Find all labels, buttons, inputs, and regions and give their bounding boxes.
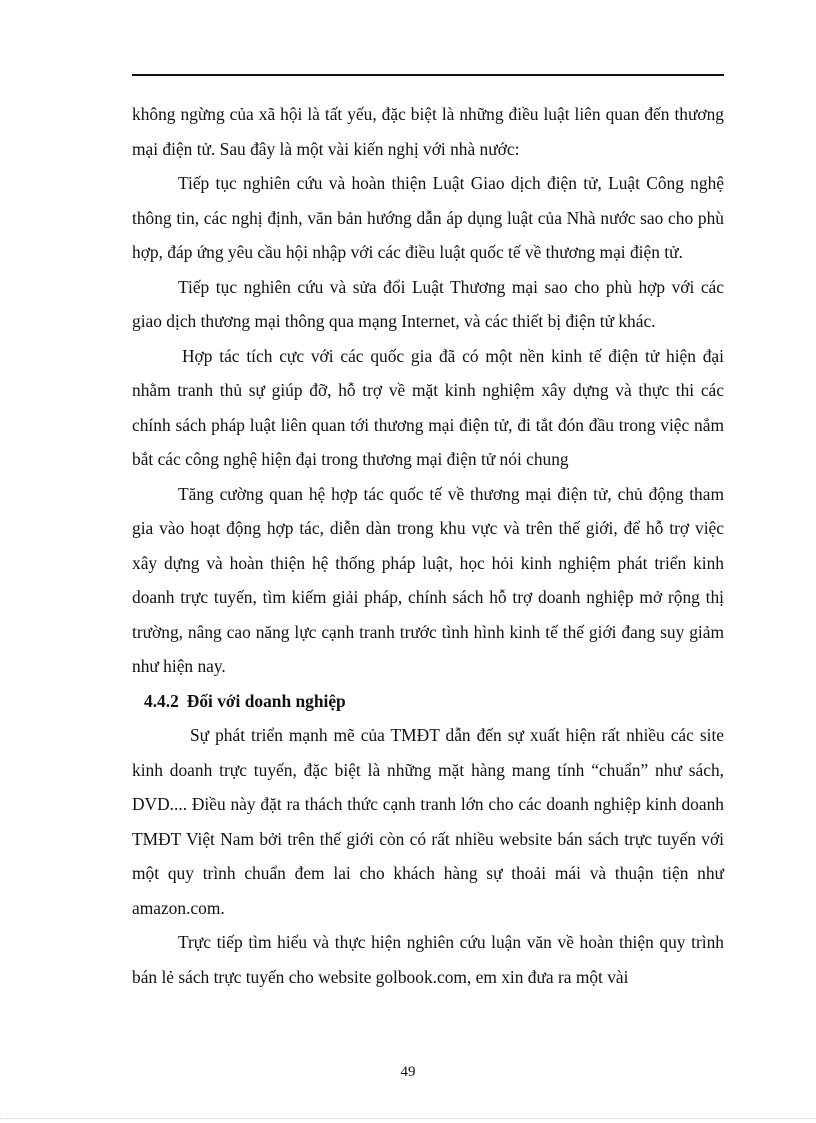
paragraph-legal-framework: Tiếp tục nghiên cứu và hoàn thiện Luật Giao dịch điện tử, Luật Công nghệ thông tin, các nghị định, văn bản hướng dẫn áp dụng luật của Nhà nước sao cho phù hợp, đáp ứng yêu cầu hội nhập với các điều luật quốc tế về thương mại điện tử. xyxy=(132,173,724,262)
page-bottom-border xyxy=(0,1118,816,1119)
paragraph-strengthen-relations: Tăng cường quan hệ hợp tác quốc tế về thương mại điện tử, chủ động tham gia vào hoạt động hợp tác, diễn dàn trong khu vực và trên thế giới, để hỗ trợ việc xây dựng và hoàn thiện hệ thống pháp luật, học hỏi kinh nghiệm phát triển kinh doanh trực tuyến, tìm kiếm giải pháp, chính sách hỗ trợ doanh nghiệp mở rộng thị trường, nâng cao năng lực cạnh tranh trước tình hình kinh tế thế giới đang suy giảm như hiện nay. xyxy=(132,483,724,676)
document-body xyxy=(132,97,724,994)
header-rule xyxy=(132,74,724,76)
section-title: Đối với doanh nghiệp xyxy=(186,690,346,711)
paragraph-commerce-law: Tiếp tục nghiên cứu và sửa đổi Luật Thương mại sao cho phù hợp với các giao dịch thương mại thông qua mạng Internet, và các thiết bị điện tử khác. xyxy=(132,276,724,331)
page-number: 49 xyxy=(400,1064,416,1080)
paragraph-research-intro: Trực tiếp tìm hiểu và thực hiện nghiên cứu luận văn về hoàn thiện quy trình bán lẻ sách trực tuyến cho website golbook.com, em xin đưa ra một vài xyxy=(132,932,724,987)
paragraph-international-cooperation: Hợp tác tích cực với các quốc gia đã có một nền kinh tế điện tử hiện đại nhằm tranh thủ sự giúp đỡ, hỗ trợ về mặt kinh nghiệm xây dựng và thực thi các chính sách pháp luật liên quan tới thương mại điện tử, đi tắt đón đầu trong việc nắm bắt các công nghệ hiện đại trong thương mại điện tử nói chung xyxy=(132,345,724,469)
paragraph-continuation: không ngừng của xã hội là tất yếu, đặc biệt là những điều luật liên quan đến thương mại điện tử. Sau đây là một vài kiến nghị với nhà nước: xyxy=(132,104,724,159)
paragraph-ecommerce-growth: Sự phát triển mạnh mẽ của TMĐT dẫn đến sự xuất hiện rất nhiều các site kinh doanh trực tuyến, đặc biệt là những mặt hàng mang tính “chuẩn” như sách, DVD.... Điều này đặt ra thách thức cạnh tranh lớn cho các doanh nghiệp kinh doanh TMĐT Việt Nam bởi trên thế giới còn có rất nhiều website bán sách trực tuyến với một quy trình chuẩn đem lai cho khách hàng sự thoải mái và thuận tiện như amazon.com. xyxy=(132,725,724,918)
section-number: 4.4.2 xyxy=(144,690,179,711)
section-heading xyxy=(132,684,724,719)
